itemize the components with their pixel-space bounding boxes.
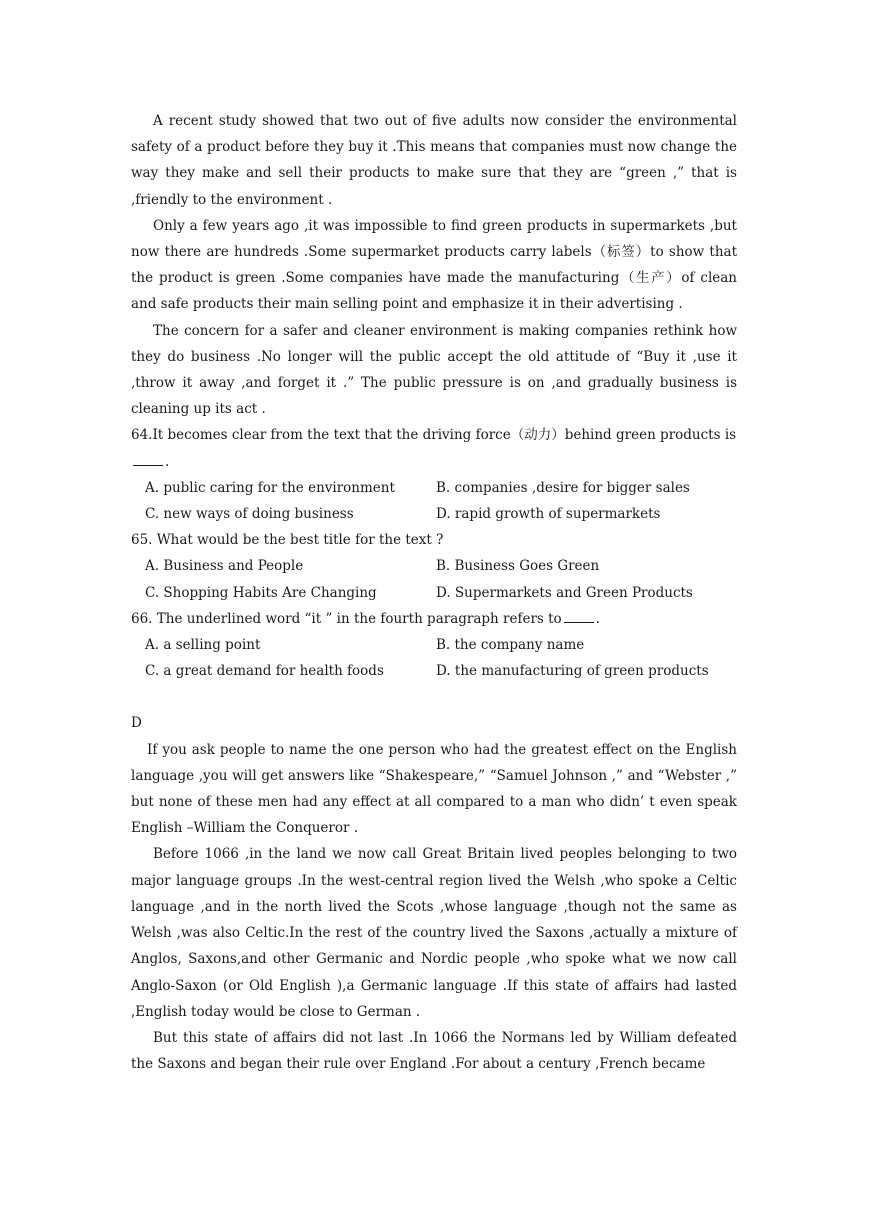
question-stem: 65. What would be the best title for the text ? <box>131 532 444 549</box>
options-row <box>131 501 737 527</box>
question-stem <box>131 606 737 632</box>
option-a: A. a selling point <box>145 637 261 654</box>
option-a: A. Business and People <box>145 558 304 575</box>
option-c: C. Shopping Habits Are Changing <box>145 584 377 601</box>
passage-c-paragraph-1: A recent study showed that two out of five adults now consider the environmental safety of a product before they buy it .This means that companies must now change the way they make and sell their products to make sure that they are “green ,” that is ,friendly to the environment . <box>131 113 737 208</box>
option-a: A. public caring for the environment <box>145 479 395 496</box>
answer-blank <box>133 451 163 466</box>
options-row <box>131 475 737 501</box>
option-d: D. Supermarkets and Green Products <box>436 584 693 601</box>
passage-c-paragraph-3: The concern for a safer and cleaner environment is making companies rethink how they do business .No longer will the public accept the old attitude of “Buy it ,use it ,throw it away ,and forget it .” The public pressure is on ,and gradually business is cleaning up its act . <box>131 322 737 418</box>
passage-c-paragraph-2: Only a few years ago ,it was impossible to find green products in supermarkets ,but now there are hundreds .Some supermarket products carry labels（标签）to show that the product is green .Some companies have made the manufacturing（生产）of clean and safe products their main selling point and emphasize it in their advertising . <box>131 217 737 313</box>
question-stem-end: . <box>165 453 170 470</box>
question-64 <box>131 422 737 527</box>
options-row <box>131 580 737 606</box>
option-b: B. Business Goes Green <box>436 558 600 575</box>
option-b: B. the company name <box>436 637 585 654</box>
question-stem <box>131 422 737 474</box>
option-c: C. a great demand for health foods <box>145 663 384 680</box>
question-66 <box>131 606 737 685</box>
question-stem-text: 66. The underlined word “it ” in the fourth paragraph refers to <box>131 610 562 627</box>
option-d: D. rapid growth of supermarkets <box>436 506 661 523</box>
option-c: C. new ways of doing business <box>145 506 354 523</box>
passage-d-paragraph-2: Before 1066 ,in the land we now call Great Britain lived peoples belonging to two major language groups .In the west-central region lived the Welsh ,who spoke a Celtic language ,and in the north lived the Scots ,whose language ,though not the same as Welsh ,was also Celtic.In the rest of the country lived the Saxons ,actually a mixture of Anglos, Saxons,and other Germanic and Nordic people ,who spoke what we now call Anglo-Saxon (or Old English ),a Germanic language .If this state of affairs had lasted ,English today would be close to German . <box>131 846 737 1020</box>
option-d: D. the manufacturing of green products <box>436 663 709 680</box>
question-stem-text: 64.It becomes clear from the text that the driving force（动力）behind green products is <box>131 427 737 444</box>
options-row <box>131 632 737 658</box>
option-b: B. companies ,desire for bigger sales <box>436 479 690 496</box>
options-row <box>131 658 737 684</box>
passage-d-paragraph-3: But this state of affairs did not last .In 1066 the Normans led by William defeated the Saxons and began their rule over England .For about a century ,French became <box>131 1029 737 1073</box>
answer-blank <box>564 608 594 623</box>
document-page <box>131 108 737 1077</box>
section-label: D <box>131 715 142 732</box>
question-stem-end: . <box>595 610 600 627</box>
options-row <box>131 553 737 579</box>
passage-d-paragraph-1: If you ask people to name the one person who had the greatest effect on the English language ,you will get answers like “Shakespeare,” “Samuel Johnson ,” and “Webster ,” but none of these men had any effect at all compared to a man who didn’ t even speak English –William the Conqueror . <box>131 741 737 837</box>
question-65 <box>131 527 737 606</box>
section-gap <box>131 684 737 710</box>
